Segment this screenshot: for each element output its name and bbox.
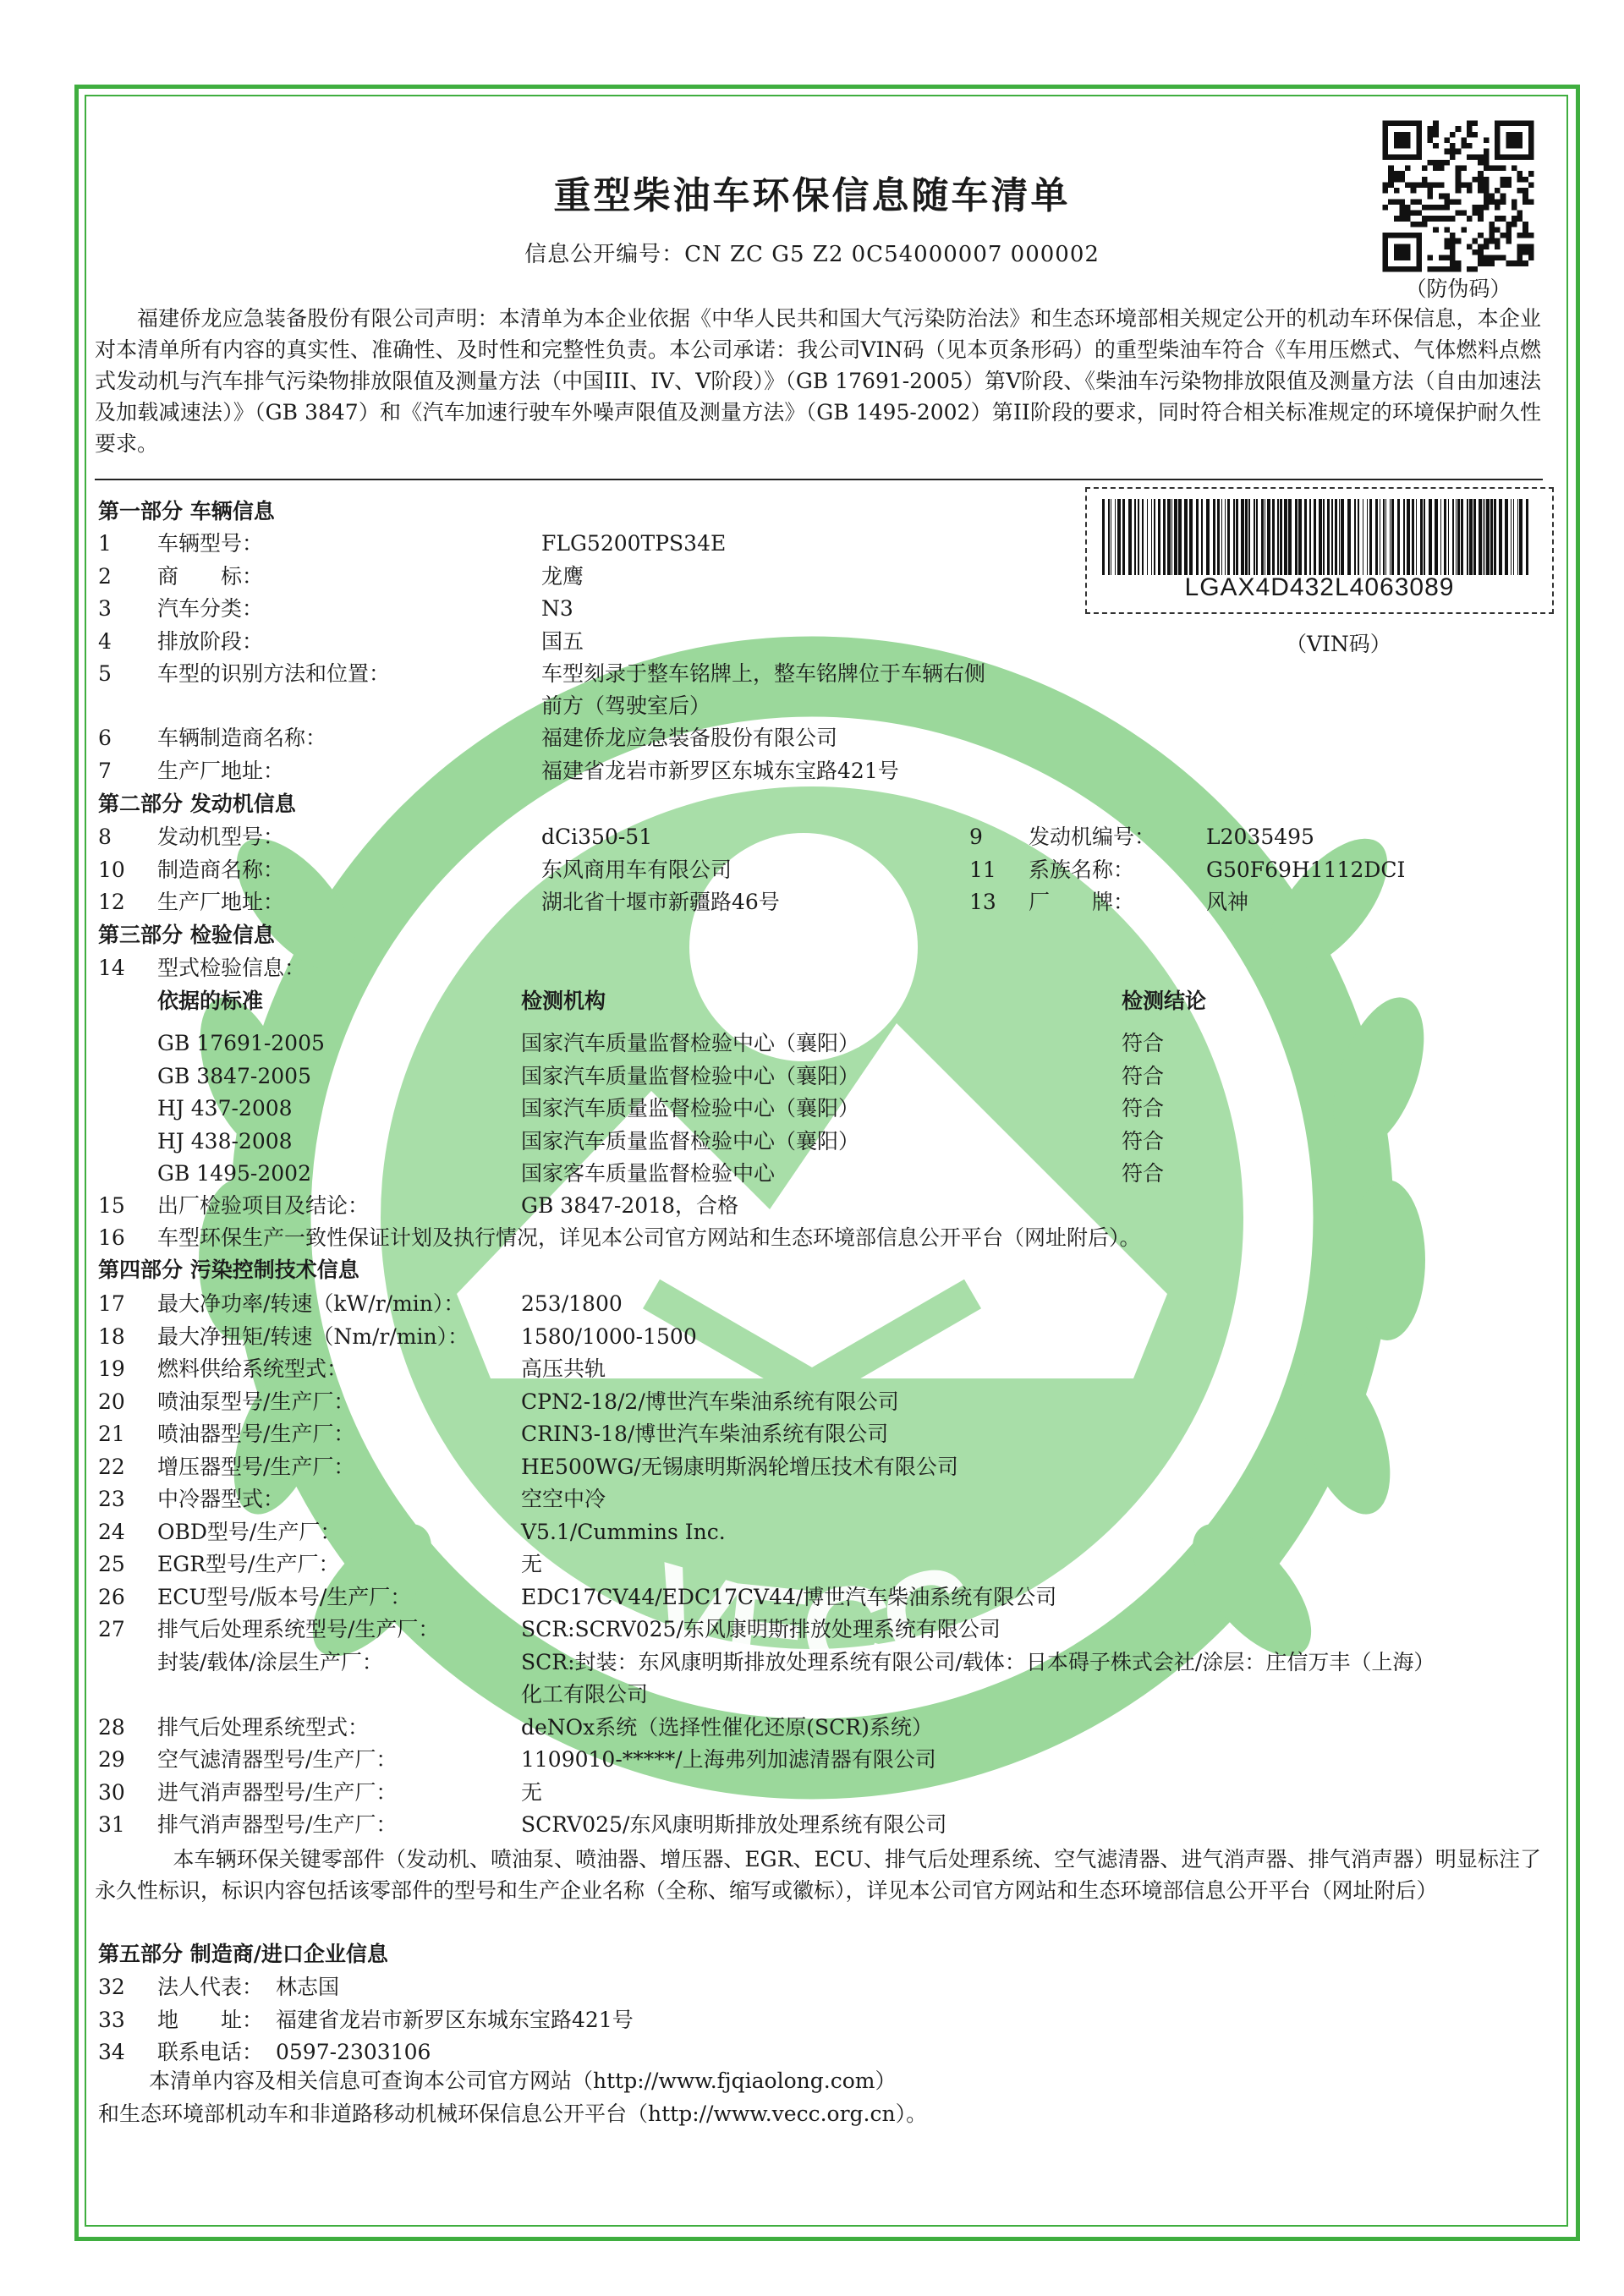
field-label: 厂 牌：	[1029, 890, 1135, 914]
table-cell-standard: HJ 438-2008	[157, 1128, 293, 1153]
row-number: 21	[98, 1422, 125, 1446]
row-number: 2	[98, 564, 112, 589]
row-number: 6	[98, 726, 112, 750]
field-value: V5.1/Cummins Inc.	[521, 1519, 726, 1544]
row-number: 18	[98, 1323, 125, 1349]
field-label: 生产厂地址：	[157, 759, 285, 783]
row-number: 3	[98, 596, 112, 621]
row-number: 19	[98, 1356, 125, 1381]
field-value-continued: 化工有限公司	[521, 1682, 649, 1707]
field-value: 车型刻录于整车铭牌上，整车铭牌位于车辆右侧	[541, 661, 986, 686]
qr-code-icon	[1377, 115, 1539, 277]
field-label: 商 标：	[157, 564, 264, 589]
field-value: SCR:SCRV025/东风康明斯排放处理系统有限公司	[521, 1617, 1001, 1641]
field-label: 车型的识别方法和位置：	[157, 661, 391, 686]
declaration-paragraph: 福建侨龙应急装备股份有限公司声明：本清单为本企业依据《中华人民共和国大气污染防治法》和生态环境部相关规定公开的机动车环保信息，本企业对本清单所有内容的真实性、准确性、及时性和完整性负责。本公司承诺：我公司VIN码（见本页条形码）的重型柴油车符合《车用压燃式、气体燃料点燃式发动机与汽车排气污染物排放限值及测量方法（中国III、IV、V阶段）》（GB 17691-2005）第V阶段、《柴油车污染物排放限值及测量方法（自由加速法及加载减速法）》（GB 3847）和《汽车加速行驶车外噪声限值及测量方法》（GB 1495-2002）第II阶段的要求，同时符合相关标准规定的环境保护耐久性要求。	[95, 306, 1541, 456]
field-label: 喷油器型号/生产厂：	[157, 1422, 355, 1446]
field-value: 0597-2303106	[276, 2040, 431, 2064]
field-value: 253/1800	[521, 1291, 623, 1316]
field-value: SCRV025/东风康明斯排放处理系统有限公司	[521, 1812, 947, 1837]
field-value: 1580/1000-1500	[521, 1323, 697, 1349]
section-4-heading: 第四部分 污染控制技术信息	[98, 1258, 359, 1282]
field-label: 空气滤清器型号/生产厂：	[157, 1747, 398, 1772]
table-cell-agency: 国家客车质量监督检验中心	[521, 1161, 776, 1186]
field-value: 国五	[541, 629, 584, 654]
section-1-heading: 第一部分 车辆信息	[98, 499, 275, 523]
field-value: 湖北省十堰市新疆路46号	[541, 890, 780, 914]
field-value: 东风商用车有限公司	[541, 858, 732, 882]
row-number: 9	[969, 825, 983, 849]
table-cell-agency: 国家汽车质量监督检验中心（襄阳）	[521, 1128, 860, 1153]
row-number: 23	[98, 1487, 125, 1511]
row-number: 15	[98, 1193, 125, 1218]
field-value: deNOx系统（选择性催化还原(SCR)系统）	[521, 1714, 933, 1740]
table-cell-standard: HJ 437-2008	[157, 1096, 293, 1121]
field-value: L2035495	[1206, 825, 1314, 849]
field-label: 联系电话：	[157, 2040, 264, 2064]
field-label: 生产厂地址：	[157, 890, 285, 914]
field-value: CRIN3-18/博世汽车柴油系统有限公司	[521, 1422, 889, 1446]
table-cell-agency: 国家汽车质量监督检验中心（襄阳）	[521, 1063, 860, 1088]
field-value: 福建省龙岩市新罗区东城东宝路421号	[541, 759, 899, 783]
section-2-heading: 第二部分 发动机信息	[98, 792, 296, 816]
row-number: 30	[98, 1779, 125, 1805]
field-label: EGR型号/生产厂：	[157, 1552, 340, 1576]
row-number: 28	[98, 1714, 125, 1740]
row-number: 8	[98, 825, 112, 849]
field-label: 排气后处理系统型式：	[157, 1714, 370, 1740]
field-value: 福建侨龙应急装备股份有限公司	[541, 726, 838, 750]
field-label: 增压器型号/生产厂：	[157, 1454, 355, 1479]
field-label: 发动机型号：	[157, 825, 285, 849]
row-number: 27	[98, 1617, 125, 1641]
field-label: 系族名称：	[1029, 858, 1135, 882]
col-header-agency: 检测机构	[521, 989, 606, 1013]
row-number: 32	[98, 1975, 125, 1999]
field-label: 最大净功率/转速（kW/r/min）：	[157, 1291, 465, 1316]
field-value: 空空中冷	[521, 1487, 606, 1511]
table-cell-standard: GB 1495-2002	[157, 1161, 311, 1186]
field-label: 车辆制造商名称：	[157, 726, 327, 750]
row-number: 29	[98, 1747, 125, 1772]
col-header-standard: 依据的标准	[157, 989, 264, 1013]
row-number: 4	[98, 629, 112, 654]
field-label: 排气消声器型号/生产厂：	[157, 1812, 398, 1837]
row-number: 11	[969, 858, 996, 882]
field-value: 无	[521, 1552, 543, 1576]
row-number: 12	[98, 890, 125, 914]
field-value: 林志国	[276, 1975, 340, 1999]
field-value: SCR:封装：东风康明斯排放处理系统有限公司/载体：日本碍子株式会社/涂层：庄信万丰（上海）	[521, 1649, 1435, 1674]
table-cell-agency: 国家汽车质量监督检验中心（襄阳）	[521, 1096, 860, 1121]
field-label: 喷油泵型号/生产厂：	[157, 1389, 355, 1414]
field-value: FLG5200TPS34E	[541, 531, 727, 556]
row-number: 34	[98, 2040, 125, 2064]
field-value: EDC17CV44/EDC17CV44/博世汽车柴油系统有限公司	[521, 1584, 1057, 1609]
field-value: HE500WG/无锡康明斯涡轮增压技术有限公司	[521, 1454, 958, 1479]
field-label: 排放阶段：	[157, 629, 264, 654]
table-cell-result: 符合	[1122, 1063, 1165, 1088]
svg-text:VECC: VECC	[631, 1535, 993, 1706]
row-number: 10	[98, 858, 125, 882]
section-3-heading: 第三部分 检验信息	[98, 923, 275, 947]
row-number: 33	[98, 2007, 125, 2032]
vin-caption: （VIN码）	[1286, 632, 1391, 656]
row-number: 24	[98, 1519, 125, 1544]
field-value: 1109010-*****/上海弗列加滤清器有限公司	[521, 1747, 936, 1772]
field-value: CPN2-18/2/博世汽车柴油系统有限公司	[521, 1389, 899, 1414]
field-label: 车辆型号：	[157, 531, 264, 556]
qr-caption: （防伪码）	[1405, 277, 1512, 301]
field-label: 排气后处理系统型号/生产厂：	[157, 1617, 440, 1641]
col-header-result: 检测结论	[1122, 989, 1207, 1013]
row-number: 16	[98, 1225, 125, 1250]
row-number: 5	[98, 661, 112, 686]
field-label: 汽车分类：	[157, 596, 264, 621]
vin-barcode-box	[1085, 487, 1554, 614]
field-label: 最大净扭矩/转速（Nm/r/min）：	[157, 1323, 469, 1349]
row-number: 26	[98, 1584, 125, 1609]
field-value: dCi350-51	[541, 825, 653, 849]
section-5-heading: 第五部分 制造商/进口企业信息	[98, 1942, 388, 1966]
public-info-number: 信息公开编号：CN ZC G5 Z2 0C54000007 000002	[524, 242, 1100, 267]
field-label: 制造商名称：	[157, 858, 285, 882]
table-cell-result: 符合	[1122, 1096, 1165, 1121]
field-label: ECU型号/版本号/生产厂：	[157, 1584, 412, 1609]
field-value: G50F69H1112DCI	[1206, 858, 1406, 882]
footer-line-2: 和生态环境部机动车和非道路移动机械环保信息公开平台（http://www.vecc.org.cn）。	[98, 2101, 928, 2126]
field-label: 地 址：	[157, 2007, 264, 2032]
row-number: 1	[98, 531, 112, 556]
row-number: 7	[98, 759, 112, 783]
table-cell-standard: GB 17691-2005	[157, 1031, 325, 1055]
row-number: 25	[98, 1552, 125, 1576]
table-cell-result: 符合	[1122, 1031, 1165, 1055]
factory-inspection-label: 出厂检验项目及结论：	[157, 1193, 370, 1218]
row-number: 13	[969, 890, 996, 914]
field-value: 龙鹰	[541, 564, 584, 589]
table-cell-standard: GB 3847-2005	[157, 1063, 311, 1088]
type-inspection-label: 型式检验信息：	[157, 956, 306, 980]
conformity-plan-text: 车型环保生产一致性保证计划及执行情况，详见本公司官方网站和生态环境部信息公开平台（网址附后）。	[157, 1225, 1141, 1250]
row-number: 20	[98, 1389, 125, 1414]
field-value: 福建省龙岩市新罗区东城东宝路421号	[276, 2007, 634, 2032]
field-label: 燃料供给系统型式：	[157, 1356, 348, 1381]
row-number: 22	[98, 1454, 125, 1479]
field-label: 封装/载体/涂层生产厂：	[157, 1649, 383, 1674]
key-parts-note: 本车辆环保关键零部件（发动机、喷油泵、喷油器、增压器、EGR、ECU、排气后处理系统、空气滤清器、进气消声器、排气消声器）明显标注了永久性标识，标识内容包括该零部件的型号和生产企业名称（全称、缩写或徽标），详见本公司官方网站和生态环境部信息公开平台（网址附后）	[95, 1847, 1541, 1903]
table-cell-result: 符合	[1122, 1128, 1165, 1153]
vin-code: LGAX4D432L4063089	[1184, 573, 1455, 601]
table-cell-result: 符合	[1122, 1161, 1165, 1186]
field-label: OBD型号/生产厂：	[157, 1519, 342, 1544]
row-number: 14	[98, 956, 125, 980]
page-title: 重型柴油车环保信息随车清单	[553, 174, 1071, 217]
field-value: 高压共轨	[521, 1356, 606, 1381]
field-value: 无	[521, 1779, 543, 1805]
field-label: 发动机编号：	[1029, 825, 1156, 849]
field-value: 风神	[1206, 890, 1249, 914]
footer-line-1: 本清单内容及相关信息可查询本公司官方网站（http://www.fjqiaolong.com）	[149, 2069, 897, 2093]
factory-inspection-value: GB 3847-2018，合格	[521, 1193, 738, 1218]
barcode-icon	[1102, 499, 1533, 575]
divider-line	[95, 479, 1543, 480]
field-value: N3	[541, 596, 573, 621]
table-cell-agency: 国家汽车质量监督检验中心（襄阳）	[521, 1031, 860, 1055]
field-label: 法人代表：	[157, 1975, 264, 1999]
row-number: 31	[98, 1812, 125, 1837]
field-value-continued: 前方（驾驶室后）	[541, 693, 711, 718]
row-number: 17	[98, 1291, 125, 1316]
field-label: 进气消声器型号/生产厂：	[157, 1779, 398, 1805]
field-label: 中冷器型式：	[157, 1487, 285, 1511]
